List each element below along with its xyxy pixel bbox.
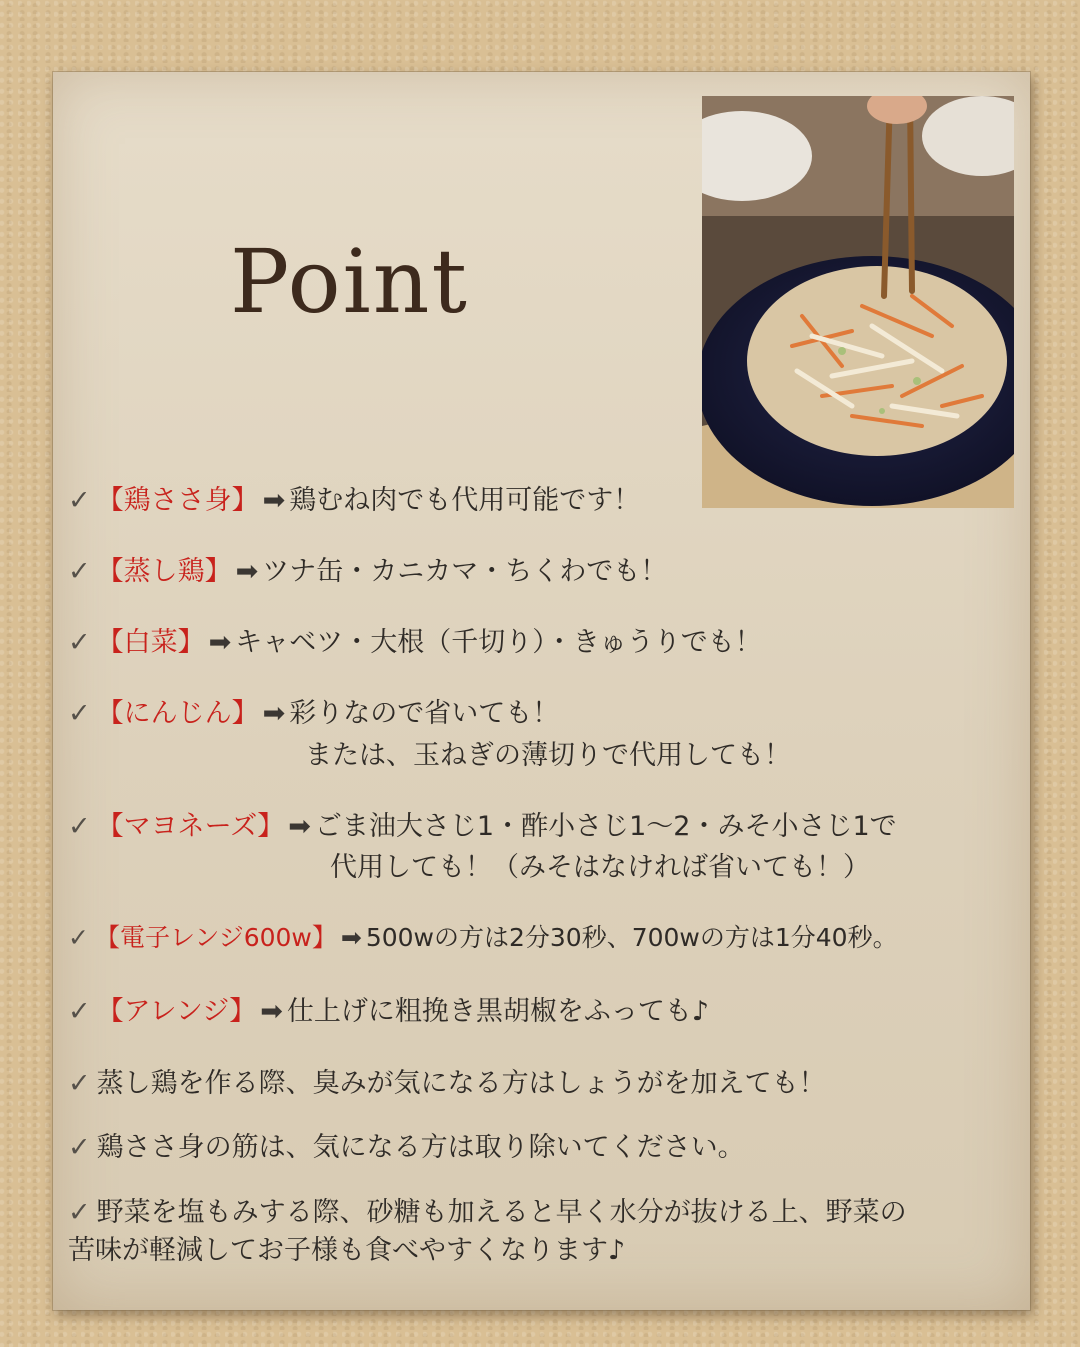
point-text: ごま油大さじ1・酢小さじ1〜2・みそ小さじ1で [314, 811, 897, 842]
point-row [68, 691, 559, 730]
check-icon: ✓ [68, 627, 91, 658]
point-tag: 【アレンジ】 [96, 996, 257, 1027]
check-icon: ✓ [68, 698, 91, 729]
check-icon: ✓ [68, 996, 91, 1027]
check-icon: ✓ [68, 923, 89, 952]
point-text-continuation: または、玉ねぎの薄切りで代用しても！ [305, 740, 791, 771]
point-text-continuation: 代用しても！（みそはなければ省いても！） [330, 852, 870, 883]
arrow-icon: ➡ [340, 923, 362, 952]
point-tag: 【電子レンジ600w】 [94, 923, 337, 952]
note-row [68, 1125, 745, 1164]
check-icon: ✓ [68, 811, 91, 842]
point-text: キャベツ・大根（千切り）・きゅうりでも！ [235, 627, 762, 658]
check-icon: ✓ [68, 1068, 91, 1099]
point-tag: 【マヨネーズ】 [96, 811, 285, 842]
point-row [68, 989, 709, 1028]
point-text: 500wの方は2分30秒、700wの方は1分40秒。 [365, 923, 898, 952]
note-text: 鶏ささ身の筋は、気になる方は取り除いてください。 [96, 1132, 745, 1163]
check-icon: ✓ [68, 485, 91, 516]
note-row [68, 1190, 907, 1229]
salad-photo [702, 96, 1014, 508]
arrow-icon: ➡ [262, 698, 286, 729]
check-icon: ✓ [68, 1197, 91, 1228]
note-text: 野菜を塩もみする際、砂糖も加えると早く水分が抜ける上、野菜の [96, 1197, 907, 1228]
check-icon: ✓ [68, 1132, 91, 1163]
point-tag: 【にんじん】 [96, 698, 259, 729]
point-row [68, 478, 640, 517]
point-text: 仕上げに粗挽き黒胡椒をふっても♪ [286, 996, 710, 1027]
arrow-icon: ➡ [288, 811, 311, 842]
point-text: 彩りなので省いても！ [289, 698, 560, 729]
note-text-continuation: 苦味が軽減してお子様も食べやすくなります♪ [68, 1235, 626, 1266]
arrow-icon: ➡ [262, 485, 286, 516]
point-tag: 【鶏ささ身】 [96, 485, 259, 516]
point-row [68, 549, 667, 588]
point-row [68, 804, 897, 843]
point-row [68, 620, 762, 659]
arrow-icon: ➡ [208, 627, 232, 658]
point-tag: 【白菜】 [96, 627, 205, 658]
note-row [68, 1061, 826, 1100]
check-icon: ✓ [68, 556, 91, 587]
arrow-icon: ➡ [260, 996, 283, 1027]
point-row [68, 918, 898, 954]
point-text: 鶏むね肉でも代用可能です！ [289, 485, 641, 516]
point-text: ツナ缶・カニカマ・ちくわでも！ [262, 556, 668, 587]
page-title: Point [230, 230, 469, 333]
note-text: 蒸し鶏を作る際、臭みが気になる方はしょうがを加えても！ [96, 1068, 826, 1099]
arrow-icon: ➡ [235, 556, 259, 587]
point-tag: 【蒸し鶏】 [96, 556, 232, 587]
